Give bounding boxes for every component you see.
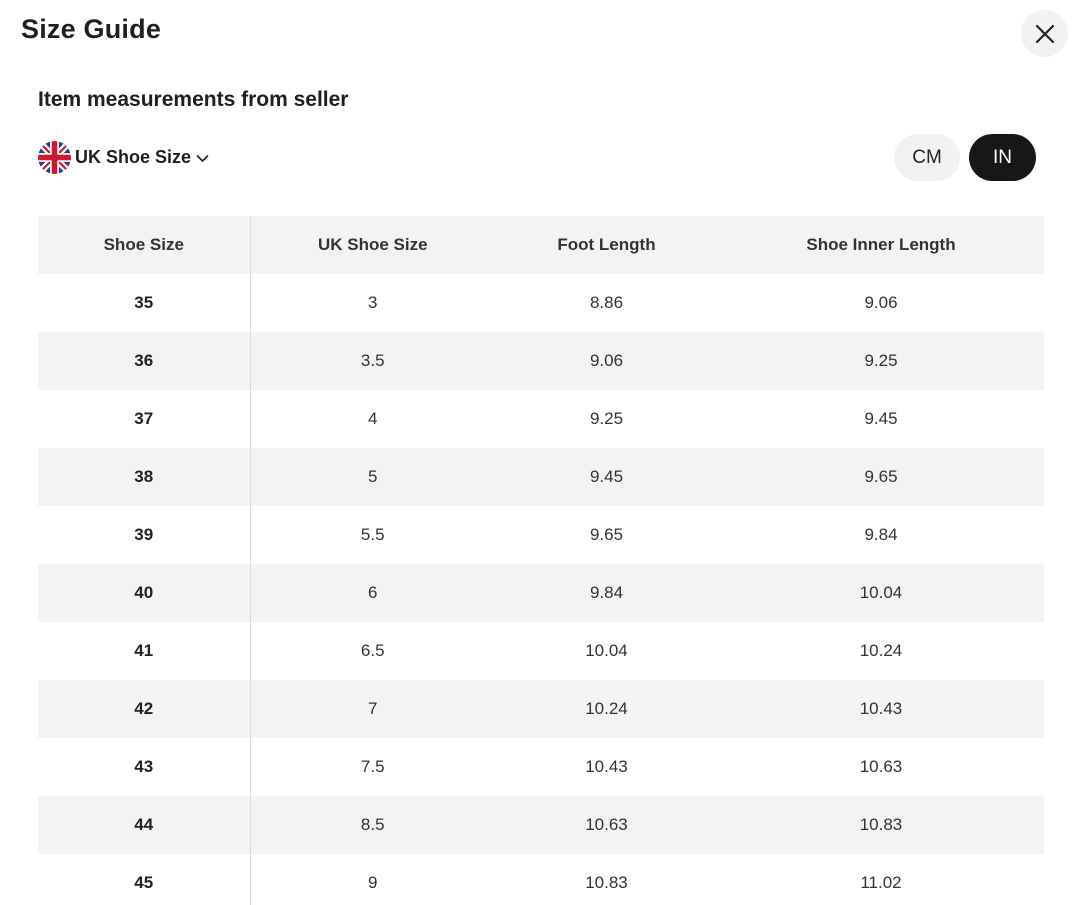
table-row xyxy=(38,506,1044,564)
table-row xyxy=(38,738,1044,796)
shoe-size-cell: 38 xyxy=(38,448,250,506)
size-system-dropdown[interactable] xyxy=(38,140,209,174)
foot-length-cell: 10.63 xyxy=(495,796,718,854)
foot-length-cell: 10.04 xyxy=(585,641,628,660)
uk-size-cell: 4 xyxy=(368,409,378,428)
foot-length-cell: 10.43 xyxy=(585,757,628,776)
shoe-size-cell: 39 xyxy=(38,506,250,564)
table-row xyxy=(38,448,1044,506)
inner-length-cell: 10.83 xyxy=(718,796,1044,854)
foot-length-cell: 9.84 xyxy=(495,564,718,622)
inner-length-cell: 11.02 xyxy=(860,873,902,892)
table-row xyxy=(38,390,1044,448)
shoe-size-cell: 45 xyxy=(38,854,250,905)
dialog-title: Size Guide xyxy=(21,14,162,44)
uk-size-cell: 3.5 xyxy=(250,332,495,390)
shoe-size-cell: 43 xyxy=(38,738,250,796)
column-header-uk-shoe-size: UK Shoe Size xyxy=(250,216,495,274)
table-row xyxy=(38,622,1044,680)
size-table xyxy=(38,216,1044,905)
uk-size-cell: 6 xyxy=(250,564,495,622)
column-header-shoe-size: Shoe Size xyxy=(38,216,250,274)
shoe-size-cell: 35 xyxy=(38,274,250,332)
uk-size-cell: 7.5 xyxy=(360,757,385,776)
table-row xyxy=(38,680,1044,738)
inner-length-cell: 9.65 xyxy=(718,448,1044,506)
shoe-size-cell: 44 xyxy=(38,796,250,854)
inner-length-cell: 9.84 xyxy=(864,525,898,544)
foot-length-cell: 9.06 xyxy=(495,332,718,390)
uk-size-cell: 3 xyxy=(368,293,378,312)
table-row xyxy=(38,274,1044,332)
shoe-size-cell: 36 xyxy=(38,332,250,390)
shoe-size-cell: 37 xyxy=(38,390,250,448)
close-icon xyxy=(1035,24,1055,44)
inner-length-cell: 10.04 xyxy=(718,564,1044,622)
chevron-down-icon xyxy=(196,154,209,163)
foot-length-cell: 9.25 xyxy=(589,409,624,428)
uk-size-cell: 5 xyxy=(250,448,495,506)
shoe-size-cell: 42 xyxy=(38,680,250,738)
column-header-foot-length: Foot Length xyxy=(495,216,718,274)
inner-length-cell: 9.06 xyxy=(864,293,898,312)
inner-length-cell: 10.43 xyxy=(718,680,1044,738)
inner-length-cell: 10.63 xyxy=(859,757,903,776)
close-button[interactable] xyxy=(1021,10,1068,57)
table-row xyxy=(38,854,1044,905)
uk-size-cell: 8.5 xyxy=(250,796,495,854)
foot-length-cell: 9.65 xyxy=(589,525,624,544)
table-row xyxy=(38,796,1044,854)
uk-flag-icon xyxy=(38,141,71,174)
unit-toggle xyxy=(894,134,1036,181)
uk-size-cell: 6.5 xyxy=(360,641,385,660)
foot-length-cell: 8.86 xyxy=(589,293,624,312)
foot-length-cell: 9.45 xyxy=(495,448,718,506)
inner-length-cell: 9.45 xyxy=(864,409,898,428)
foot-length-cell: 10.24 xyxy=(495,680,718,738)
table-header-row xyxy=(38,216,1044,274)
table-row xyxy=(38,564,1044,622)
table-row xyxy=(38,332,1044,390)
measurements-subtitle: Item measurements from seller xyxy=(38,88,349,111)
uk-size-cell: 9 xyxy=(368,873,378,892)
column-header-shoe-inner-length: Shoe Inner Length xyxy=(718,216,1044,274)
size-system-label: UK Shoe Size xyxy=(75,146,192,167)
shoe-size-cell: 40 xyxy=(38,564,250,622)
unit-cm-button[interactable]: CM xyxy=(894,134,960,181)
unit-in-button[interactable]: IN xyxy=(969,134,1036,181)
shoe-size-cell: 41 xyxy=(38,622,250,680)
uk-size-cell: 5.5 xyxy=(360,525,385,544)
foot-length-cell: 10.83 xyxy=(585,873,628,892)
inner-length-cell: 9.25 xyxy=(718,332,1044,390)
inner-length-cell: 10.24 xyxy=(859,641,903,660)
uk-size-cell: 7 xyxy=(250,680,495,738)
